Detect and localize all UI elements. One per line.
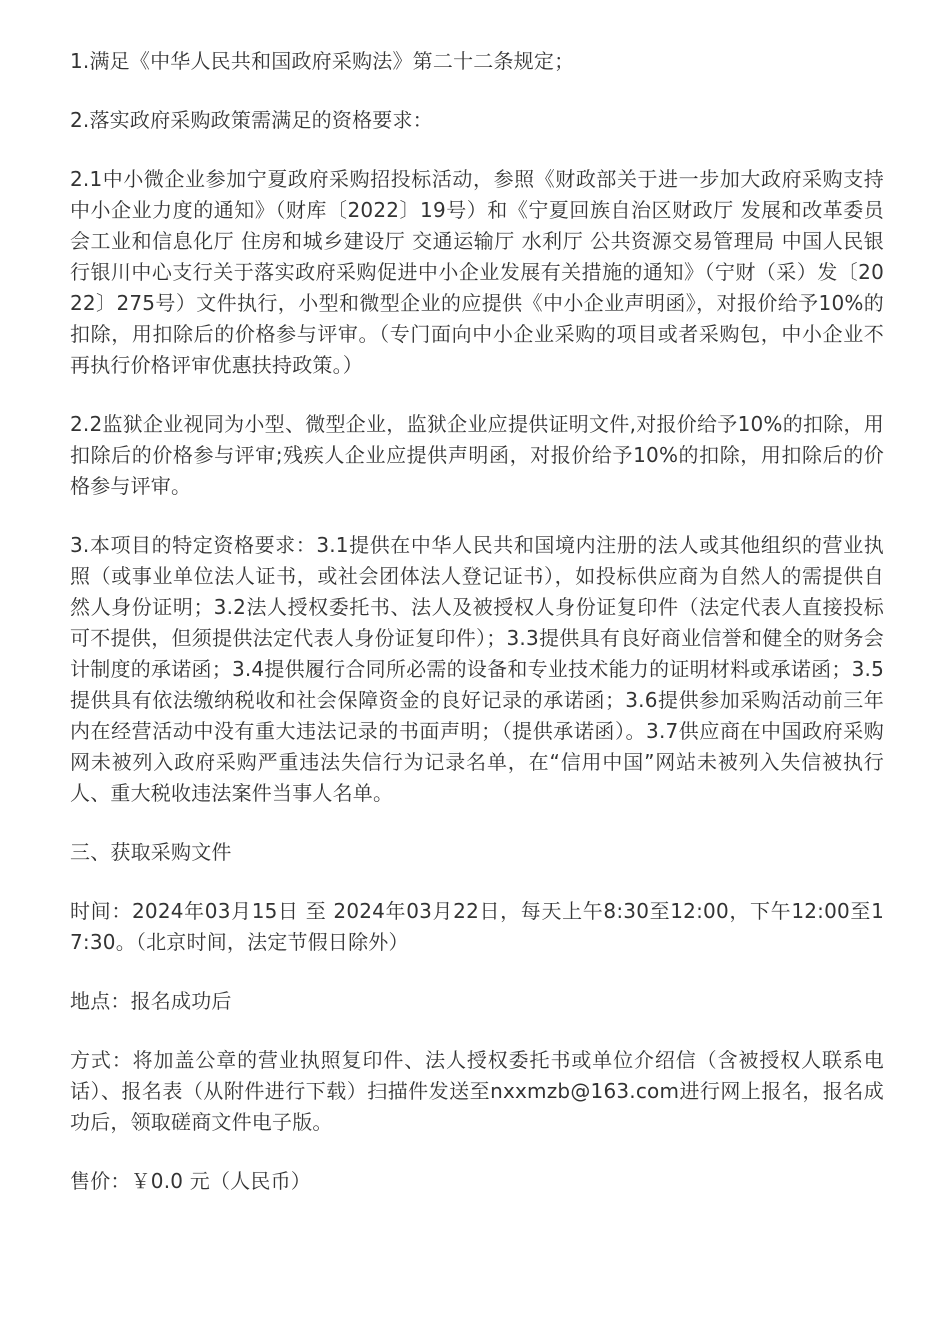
- obtain-location: 地点：报名成功后: [70, 989, 232, 1013]
- requirement-2-1: 2.1中小微企业参加宁夏政府采购招投标活动，参照《财政部关于进一步加大政府采购支持中小企业力度的通知》（财库〔2022〕19号）和《宁夏回族自治区财政厅 发展和改革委员会工业和信息化厅 住房和城乡建设厅 交通运输厅 水利厅 公共资源交易管理局 中国人民银行银川中心支行关于落实政府采购促进中小企业发展有关措施的通知》（宁财（采）发〔2022〕275号）文件执行，小型和微型企业的应提供《中小企业声明函》，对报价给予10%的扣除，用扣除后的价格参与评审。（专门面向中小企业采购的项目或者采购包，中小企业不再执行价格评审优惠扶持政策。）: [70, 167, 884, 377]
- requirement-2-2: 2.2监狱企业视同为小型、微型企业，监狱企业应提供证明文件,对报价给予10%的扣除，用扣除后的价格参与评审;残疾人企业应提供声明函，对报价给予10%的扣除，用扣除后的价格参与评审。: [70, 412, 884, 498]
- requirement-3-specific: 3.本项目的特定资格要求：3.1提供在中华人民共和国境内注册的法人或其他组织的营业执照（或事业单位法人证书，或社会团体法人登记证书），如投标供应商为自然人的需提供自然人身份证明；3.2法人授权委托书、法人及被授权人身份证复印件（法定代表人直接投标可不提供，但须提供法定代表人身份证复印件）；3.3提供具有良好商业信誉和健全的财务会计制度的承诺函；3.4提供履行合同所必需的设备和专业技术能力的证明材料或承诺函；3.5提供具有依法缴纳税收和社会保障资金的良好记录的承诺函；3.6提供参加采购活动前三年内在经营活动中没有重大违法记录的书面声明；（提供承诺函）。3.7供应商在中国政府采购网未被列入政府采购严重违法失信行为记录名单，在“信用中国”网站未被列入失信被执行人、重大税收违法案件当事人名单。: [70, 533, 884, 805]
- obtain-price: 售价：￥0.0 元（人民币）: [70, 1169, 311, 1193]
- requirement-1: 1.满足《中华人民共和国政府采购法》第二十二条规定；: [70, 49, 575, 73]
- obtain-method: 方式：将加盖公章的营业执照复印件、法人授权委托书或单位介绍信（含被授权人联系电话）、报名表（从附件进行下载）扫描件发送至nxxmzb@163.com进行网上报名，报名成功后，领取磋商文件电子版。: [70, 1048, 884, 1134]
- obtain-time: 时间：2024年03月15日 至 2024年03月22日，每天上午8:30至12:00，下午12:00至17:30。（北京时间，法定节假日除外）: [70, 899, 884, 954]
- section-heading-obtain-documents: 三、获取采购文件: [70, 840, 232, 864]
- requirement-2-heading: 2.落实政府采购政策需满足的资格要求：: [70, 108, 433, 132]
